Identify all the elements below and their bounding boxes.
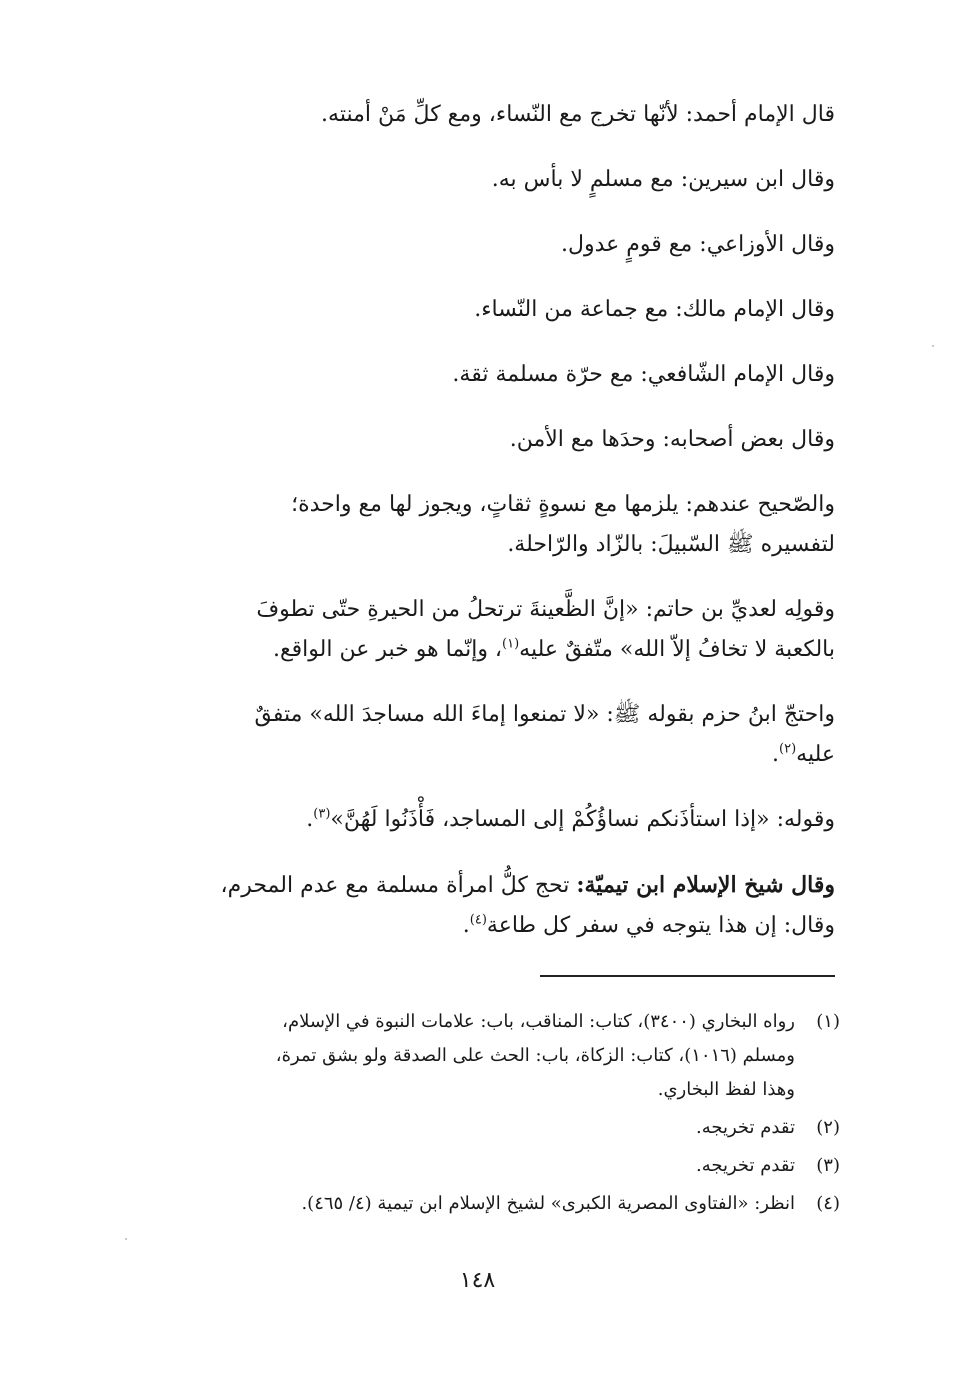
paragraph-correct-view xyxy=(120,485,835,565)
paragraph-line: والصّحيح عندهم: يلزمها مع نسوةٍ ثقاتٍ، ويجوز لها مع واحدة؛ xyxy=(291,492,835,517)
footnote-line: رواه البخاري (٣٤٠٠)، كتاب: المناقب، باب: علامات النبوة في الإسلام، xyxy=(282,1011,795,1032)
paragraph-ibn-taymiyya xyxy=(120,865,835,946)
text-run: وقال: إن هذا يتوجه في سفر كل طاعة xyxy=(486,913,835,938)
paragraph-line xyxy=(120,735,835,775)
paragraph-line xyxy=(120,630,835,670)
text-run: . xyxy=(772,742,780,767)
footnote-ref-2[interactable]: (٢) xyxy=(779,741,797,757)
paragraph-shafii: وقال الإمام الشّافعي: مع حرّة مسلمة ثقة. xyxy=(452,362,835,387)
text-run: . xyxy=(306,807,314,832)
footnote-ref-1[interactable]: (١) xyxy=(502,636,520,652)
footnote-number: (٣) xyxy=(816,1155,840,1176)
paragraph-mosques-hadith xyxy=(120,800,835,840)
paragraph-awzai: وقال الأوزاعي: مع قومٍ عدول. xyxy=(561,232,835,257)
footnote-number: (٢) xyxy=(816,1117,840,1138)
footnote-4 xyxy=(120,1187,840,1221)
footnote-line: تقدم تخريجه. xyxy=(696,1155,795,1176)
text-run: ، وإنّما هو خبر عن الواقع. xyxy=(272,637,503,662)
paragraph-line: واحتجّ ابنُ حزم بقوله ﷺ: «لا تمنعوا إماءَ الله مساجدَ الله» متفقٌ xyxy=(254,702,835,727)
text-run: وقوله: «إذا استأذَنكم نساؤُكُمْ إلى المساجد، فَأْذَنُوا لَهُنَّ» xyxy=(330,807,835,832)
main-text xyxy=(120,95,835,946)
paragraph-ibn-hazm xyxy=(120,695,835,775)
paragraph-ahmad: قال الإمام أحمد: لأنّها تخرج مع النّساء، ومع كلِّ مَنْ أمنته. xyxy=(321,102,835,127)
paragraph-line xyxy=(120,865,835,906)
text-run: عليه xyxy=(796,742,835,767)
scan-speck xyxy=(125,1238,127,1240)
footnote-number: (١) xyxy=(816,1011,840,1032)
footnotes xyxy=(120,1005,840,1225)
paragraph-line: لتفسيره ﷺ السّبيلَ: بالزّاد والرّاحلة. xyxy=(507,532,835,557)
footnote-ref-3[interactable]: (٣) xyxy=(313,806,331,822)
footnote-divider xyxy=(540,975,835,977)
footnote-text xyxy=(120,1005,795,1107)
paragraph-adi-hadith xyxy=(120,590,835,670)
footnote-text xyxy=(120,1149,795,1183)
footnote-2 xyxy=(120,1111,840,1145)
footnote-line: وهذا لفظ البخاري. xyxy=(657,1079,795,1100)
paragraph-line: وقولِه لعديِّ بن حاتم: «إنَّ الظَّعينةَ ترتحلُ من الحيرةِ حتّى تطوفَ xyxy=(256,597,835,622)
paragraph-malik: وقال الإمام مالك: مع جماعة من النّساء. xyxy=(474,297,835,322)
paragraph-some-companions: وقال بعض أصحابه: وحدَها مع الأمن. xyxy=(509,427,835,452)
footnote-line: انظر: «الفتاوى المصرية الكبرى» لشيخ الإسلام ابن تيمية (٤/ ٤٦٥). xyxy=(301,1193,795,1214)
text-run: تحج كلُّ امرأة مسلمة مع عدم المحرم، xyxy=(220,873,577,898)
footnote-3 xyxy=(120,1149,840,1183)
speaker-lead: وقال شيخ الإسلام ابن تيميّة: xyxy=(576,872,835,898)
footnote-1 xyxy=(120,1005,840,1107)
page-number: ١٤٨ xyxy=(459,1268,496,1293)
scan-speck xyxy=(932,345,934,347)
text-run: . xyxy=(462,913,470,938)
footnote-ref-4[interactable]: (٤) xyxy=(469,912,487,928)
paragraph-ibn-sirin: وقال ابن سيرين: مع مسلمٍ لا بأس به. xyxy=(491,167,835,192)
footnote-line: ومسلم (١٠١٦)، كتاب: الزكاة، باب: الحث على الصدقة ولو بشق تمرة، xyxy=(275,1045,795,1066)
paragraph-line xyxy=(120,906,835,946)
footnote-text xyxy=(120,1111,795,1145)
text-run: بالكعبة لا تخافُ إلاّ الله» متّفقٌ عليه xyxy=(519,637,835,662)
footnote-text xyxy=(120,1187,795,1221)
footnote-line: تقدم تخريجه. xyxy=(696,1117,795,1138)
footnote-number: (٤) xyxy=(816,1193,840,1214)
